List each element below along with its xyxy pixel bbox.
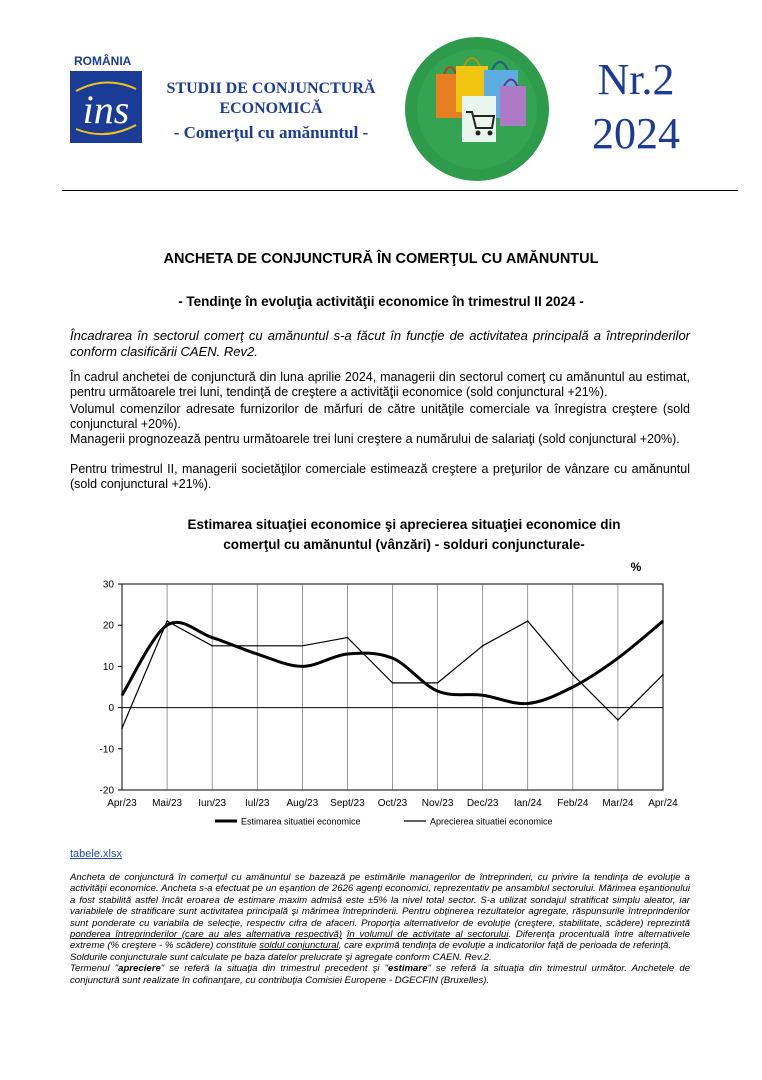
data-point: [392, 657, 394, 659]
data-point: [527, 620, 529, 622]
data-point: [166, 620, 168, 622]
document-title: ANCHETA DE CONJUNCTURĂ ÎN COMERŢUL CU AMĂNUNTUL: [163, 251, 599, 267]
y-tick-label: 10: [102, 661, 114, 673]
x-tick-label: Apr/23: [107, 798, 137, 809]
y-tick-label: 30: [102, 579, 114, 591]
data-point: [482, 694, 484, 696]
data-point: [437, 682, 439, 684]
header-divider: [62, 190, 738, 191]
unit-label: %: [630, 560, 642, 574]
notes-text: Ancheta de conjunctură în comerţul cu amănuntul se bazează pe estimările managerilor de întreprinderi, cu privire la tendinţa de evoluţie a activităţii economice. Ancheta s-a efectuat pe un eşantion de 2626 agenţi economici, reprezentativ pe ansamblul sectorului. Mărimea eşantionului a fost stabilită astfel încât eroarea de estimare maxim admisă este ±5% la nivel total sector. S-a utilizat sondajul stratificat simplu aleator, iar variabilele de stratificare sunt activitatea principală şi mărimea întreprinderii. Pentru obţinerea rezultatelor agregate, răspunsurile întreprinderilor sunt ponderate cu variabila de selecţie, respectiv cifra de afaceri. Proporţia alternativelor de evoluţie (creştere, stabilitate, scădere) reprezintă: [70, 872, 690, 929]
data-point: [347, 653, 349, 655]
publication-title-line2: ECONOMICĂ: [219, 100, 323, 117]
publication-title-line1: STUDII DE CONJUNCTURĂ: [166, 80, 376, 97]
data-point: [392, 682, 394, 684]
notes-text: " se referă la situaţia din trimestrul precedent şi ": [160, 963, 388, 975]
data-point: [256, 653, 258, 655]
shopping-bags-icon: [404, 36, 550, 182]
data-point: [572, 674, 574, 676]
body-paragraph: Pentru trimestrul II, managerii societăţilor comerciale estimează creştere a preţurilor de vânzare cu amănuntul (sold conjunctural +21%).: [70, 462, 690, 492]
notes-text: " se referă la situaţia din trimestrul următor. Anchetele de conjunctură sunt realizate în cofinanţare, cu contribuţia Comisiei Europene - DGECFIN (Bruxelles).: [70, 963, 690, 986]
data-point: [662, 620, 664, 622]
data-point: [166, 624, 168, 626]
x-tick-label: Nov/23: [421, 798, 454, 809]
data-point: [527, 703, 529, 705]
issue-number: Nr.2: [597, 55, 675, 104]
data-point: [211, 637, 213, 639]
notes-text: . Diferenţa procentuală între alternativele extreme (% creştere - % scădere) constituie: [70, 929, 690, 952]
x-tick-label: Oct/23: [377, 798, 408, 809]
x-tick-label: Mai/23: [152, 798, 183, 809]
data-point: [211, 645, 213, 647]
y-tick-label: -10: [99, 744, 114, 756]
notes-underlined-text: soldul conjunctural: [259, 940, 339, 952]
notes-text: , care exprimă tendinţa de evoluţie a indicatorilor faţă de perioada de referinţă.: [338, 940, 671, 952]
data-point: [121, 727, 123, 729]
ins-logo-graphic: [70, 71, 142, 143]
logo-text: ins: [82, 87, 130, 132]
y-tick-label: -20: [99, 785, 114, 797]
data-point: [302, 666, 304, 668]
x-tick-label: Iun/23: [198, 798, 227, 809]
data-point: [572, 686, 574, 688]
data-point: [437, 690, 439, 692]
intro-paragraph: Încadrarea în sectorul comerţ cu amănuntul s-a făcut în funcţie de activitatea principală a întreprinderilor conform clasificării CAEN. Rev2.: [70, 328, 690, 359]
data-point: [617, 657, 619, 659]
data-point: [256, 645, 258, 647]
country-label: ROMÂNIA: [74, 54, 132, 68]
x-tick-label: Sept/23: [330, 798, 365, 809]
x-tick-label: Feb/24: [557, 798, 589, 809]
data-point: [302, 645, 304, 647]
y-tick-label: 0: [108, 703, 114, 715]
methodology-notes: [70, 872, 690, 986]
data-point: [662, 674, 664, 676]
body-paragraph: În cadrul anchetei de conjunctură din luna aprilie 2024, managerii din sectorul comerţ cu amănuntul au estimat, pentru următoarele trei luni, tendinţă de creştere a activităţii economice (sold conjunctural +21%).: [70, 370, 690, 400]
y-tick-label: 20: [102, 620, 114, 632]
notes-text: Termenul ": [70, 963, 119, 975]
data-point: [482, 645, 484, 647]
x-tick-label: Aug/23: [286, 798, 319, 809]
x-tick-label: Mar/24: [602, 798, 634, 809]
ins-logo: [70, 71, 142, 143]
series-line-apreciere: [122, 621, 663, 728]
plot-area-frame: [122, 584, 663, 790]
document-subtitle: - Tendinţe în evoluţia activităţii economice în trimestrul II 2024 -: [178, 294, 584, 309]
notes-underlined-text: în volumul de activitate al sectorului: [346, 929, 509, 941]
publication-subtitle: - Comerţul cu amănuntul -: [173, 123, 369, 142]
notes-paragraph-1: [70, 872, 690, 952]
notes-paragraph-3: [70, 963, 690, 986]
notes-underlined-text: ponderea întreprinderilor (care au ales alternativa respectivă): [70, 929, 343, 941]
notes-paragraph-2: Soldurile conjuncturale sunt calculate pe baza datelor prelucrate şi agregate conform CAEN. Rev.2.: [70, 951, 492, 963]
series-line-estimare: [122, 621, 663, 704]
issue-year: 2024: [592, 109, 680, 158]
x-tick-label: Dec/23: [466, 798, 499, 809]
data-point: [617, 719, 619, 721]
legend-label: Aprecierea situatiei economice: [430, 816, 553, 827]
x-tick-label: Iul/23: [245, 798, 270, 809]
legend-label: Estimarea situatiei economice: [241, 816, 361, 827]
body-paragraph: Volumul comenzilor adresate furnizorilor de mărfuri de către unităţile comerciale va înregistra creştere (sold conjunctural +20%).: [70, 402, 690, 432]
notes-bold-term: estimare: [387, 963, 428, 975]
tables-file-link[interactable]: tabele.xlsx: [70, 848, 122, 860]
shopping-bags-emblem: [404, 36, 550, 182]
data-point: [121, 694, 123, 696]
x-tick-label: Ian/24: [513, 798, 542, 809]
chart-title-line1: Estimarea situaţiei economice şi aprecierea situaţiei economice din: [187, 517, 621, 532]
chart-title-line2: comerţul cu amănuntul (vânzări) - solduri conjuncturale-: [223, 537, 585, 552]
notes-bold-term: apreciere: [118, 963, 161, 975]
body-paragraph: Managerii prognozează pentru următoarele trei luni creştere a numărului de salariaţi (sold conjunctural +20%).: [70, 432, 680, 446]
data-point: [347, 637, 349, 639]
x-tick-label: Apr/24: [648, 798, 678, 809]
